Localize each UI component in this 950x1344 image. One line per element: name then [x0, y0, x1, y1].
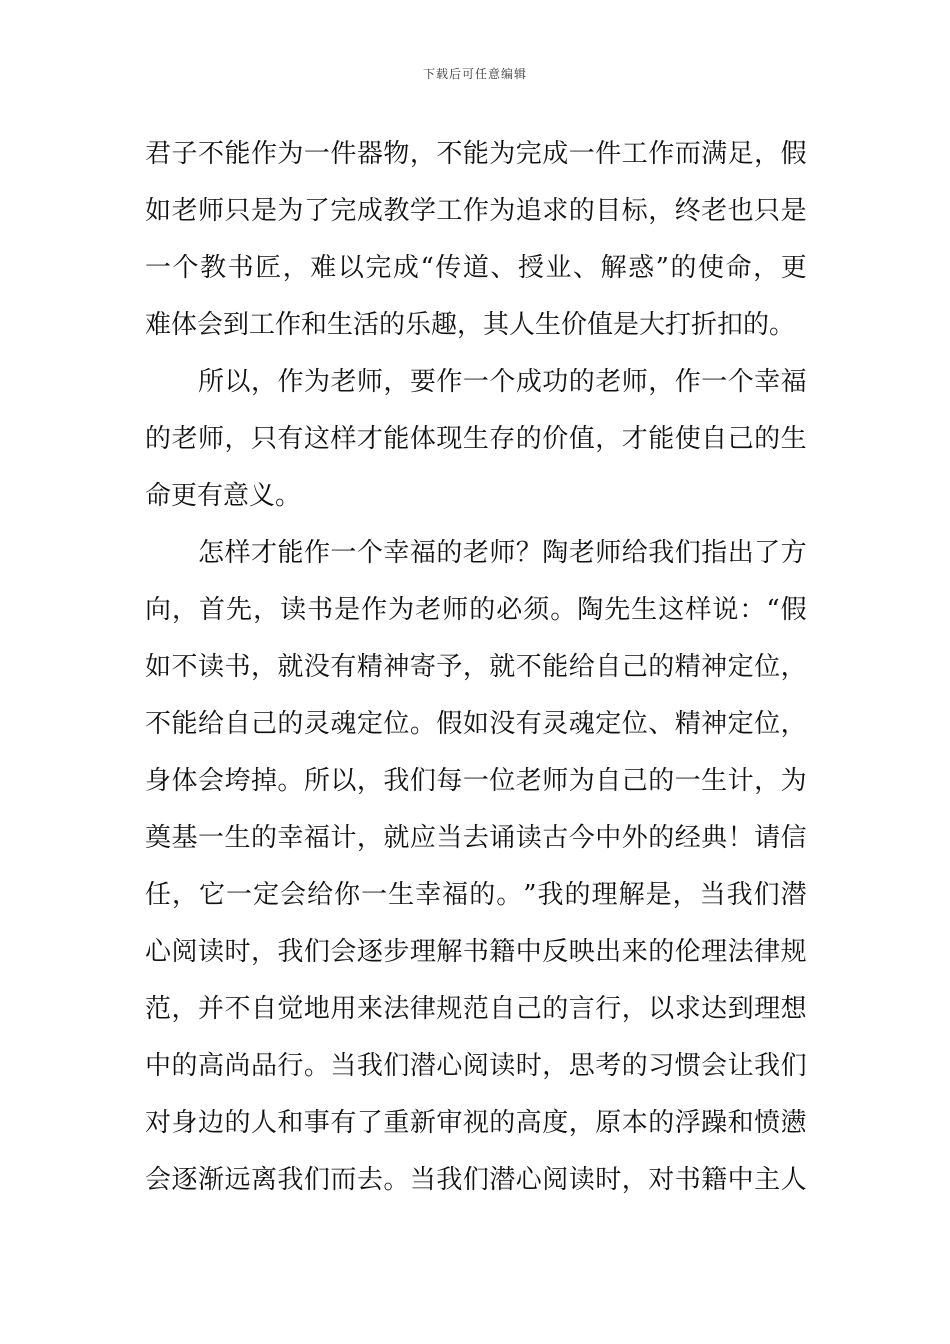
text-line: 中 的 高 尚 品 行 。 当 我 们 潜 心 阅 读 时 ， 思 考 的 习 惯 会 让 我 们 [145, 1051, 807, 1081]
text-line: 所 以 ， 作 为 老 师 ， 要 作 一 个 成 功 的 老 师 ， 作 一 个 幸 福 [198, 367, 807, 397]
text-line: 如 老 师 只 是 为 了 完 成 教 学 工 作 为 追 求 的 目 标 ， 终 老 也 只 是 [145, 196, 807, 226]
text-line: 难体会到工作和生活的乐趣，其人生价值是大打折扣的。 [145, 310, 796, 340]
text-line: 对 身 边 的 人 和 事 有 了 重 新 审 视 的 高 度 ， 原 本 的 浮 躁 和 愤 懑 [145, 1108, 807, 1138]
page-header: 下载后可任意编辑 [422, 67, 527, 81]
text-line: 身 体 会 垮 掉 。 所 以 ， 我 们 每 一 位 老 师 为 自 己 的 一 生 计 ， 为 [145, 766, 807, 796]
text-line: 怎 样 才 能 作 一 个 幸 福 的 老 师 ？ 陶 老 师 给 我 们 指 出 了 方 [198, 538, 807, 568]
text-line: 心 阅 读 时 ， 我 们 会 逐 步 理 解 书 籍 中 反 映 出 来 的 伦 理 法 律 规 [145, 937, 807, 967]
text-line: 任 ， 它 一 定 会 给 你 一 生 幸 福 的 。 ” 我 的 理 解 是 ， 当 我 们 潜 [145, 880, 807, 910]
body-text [145, 126, 807, 1209]
text-line: 命更有意义。 [145, 481, 302, 511]
text-line: 一 个 教 书 匠 ， 难 以 完 成 “ 传 道 、 授 业 、 解 惑 ” 的 使 命 ， 更 [145, 253, 807, 283]
text-line: 奠 基 一 生 的 幸 福 计 ， 就 应 当 去 诵 读 古 今 中 外 的 经 典 ！ 请 信 [145, 823, 807, 853]
text-line: 不 能 给 自 己 的 灵 魂 定 位 。 假 如 没 有 灵 魂 定 位 、 精 神 定 位 ， [145, 709, 807, 739]
text-line: 会 逐 渐 远 离 我 们 而 去 。 当 我 们 潜 心 阅 读 时 ， 对 书 籍 中 主 人 [145, 1165, 807, 1195]
text-line: 如 不 读 书 ， 就 没 有 精 神 寄 予 ， 就 不 能 给 自 己 的 精 神 定 位 ， [145, 652, 807, 682]
text-line: 的 老 师 ， 只 有 这 样 才 能 体 现 生 存 的 价 值 ， 才 能 使 自 己 的 生 [145, 424, 807, 454]
text-line: 君 子 不 能 作 为 一 件 器 物 ， 不 能 为 完 成 一 件 工 作 而 满 足 ， 假 [145, 139, 807, 169]
text-line: 向 ， 首 先 ， 读 书 是 作 为 老 师 的 必 须 。 陶 先 生 这 样 说 ： “ 假 [145, 595, 807, 625]
text-line: 范 ， 并 不 自 觉 地 用 来 法 律 规 范 自 己 的 言 行 ， 以 求 达 到 理 想 [145, 994, 807, 1024]
